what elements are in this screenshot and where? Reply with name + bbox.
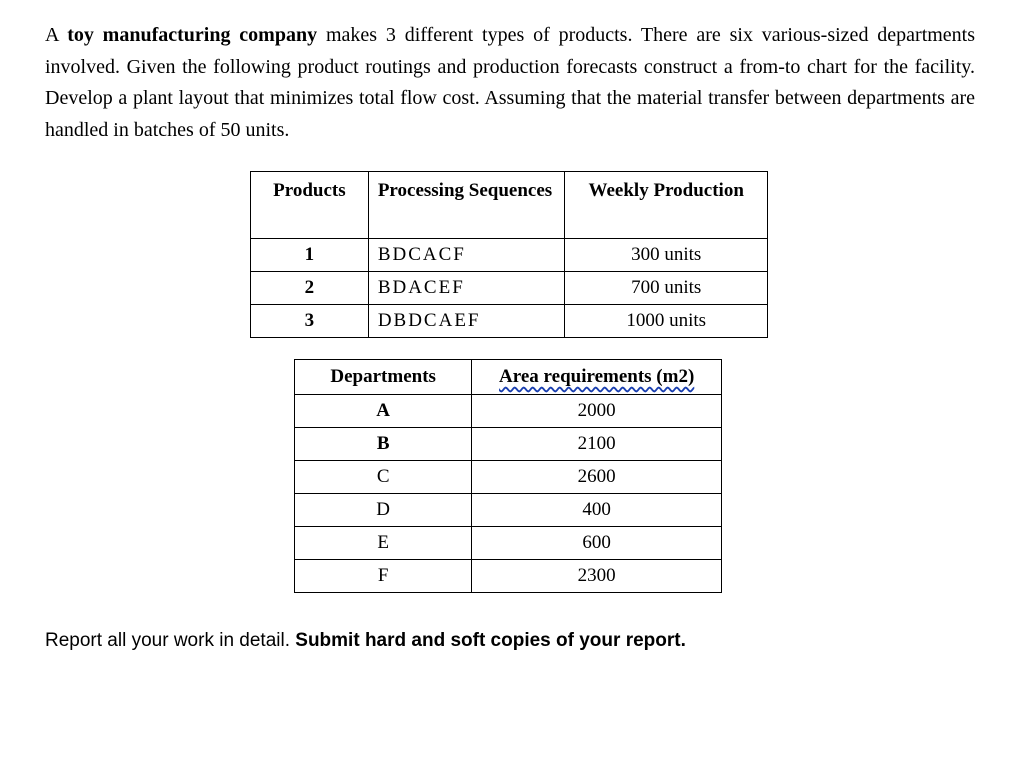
processing-sequence: BDCACF — [368, 239, 565, 272]
header-area-cell — [472, 360, 722, 395]
department-id: D — [295, 494, 472, 527]
processing-sequence: DBDCAEF — [368, 305, 565, 338]
table-row — [251, 239, 768, 272]
weekly-production: 1000 units — [565, 305, 768, 338]
department-id: A — [295, 395, 472, 428]
processing-sequence: BDACEF — [368, 272, 565, 305]
department-id: C — [295, 461, 472, 494]
problem-statement — [45, 20, 975, 146]
company-name: toy manufacturing company — [67, 24, 318, 46]
department-id: F — [295, 560, 472, 593]
header-area-requirements: Area requirements (m2) — [499, 366, 695, 387]
header-departments: Departments — [295, 360, 472, 395]
department-area-table — [294, 359, 722, 593]
header-products: Products — [251, 172, 369, 239]
table-row — [295, 527, 722, 560]
area-value: 2300 — [472, 560, 722, 593]
header-processing-sequences: Processing Sequences — [368, 172, 565, 239]
footer-text: Report all your work in detail. — [45, 630, 290, 651]
area-value: 400 — [472, 494, 722, 527]
report-instructions — [45, 630, 686, 652]
weekly-production: 300 units — [565, 239, 768, 272]
footer-bold-text: Submit hard and soft copies of your report. — [295, 630, 686, 651]
table-row — [251, 305, 768, 338]
area-value: 2600 — [472, 461, 722, 494]
department-id: E — [295, 527, 472, 560]
product-id: 3 — [251, 305, 369, 338]
table-row — [295, 560, 722, 593]
product-routing-table — [250, 171, 768, 338]
product-id: 2 — [251, 272, 369, 305]
table-row — [251, 272, 768, 305]
table-row — [295, 395, 722, 428]
area-value: 2000 — [472, 395, 722, 428]
product-id: 1 — [251, 239, 369, 272]
table-header-row — [295, 360, 722, 395]
intro-text: makes 3 different types of products. There are six various-sized departments involved. Given the following product routings and production forecasts construct a from-to chart for the facility. Develop a plant layout that minimizes total flow cost. Assuming that the material transfer between departments are handled in batches of 50 units. — [45, 24, 976, 141]
department-id: B — [295, 428, 472, 461]
table-header-row — [251, 172, 768, 239]
table-row — [295, 428, 722, 461]
area-value: 2100 — [472, 428, 722, 461]
weekly-production: 700 units — [565, 272, 768, 305]
intro-lead: A — [45, 24, 59, 46]
table-row — [295, 494, 722, 527]
table-row — [295, 461, 722, 494]
area-value: 600 — [472, 527, 722, 560]
header-weekly-production: Weekly Production — [565, 172, 768, 239]
